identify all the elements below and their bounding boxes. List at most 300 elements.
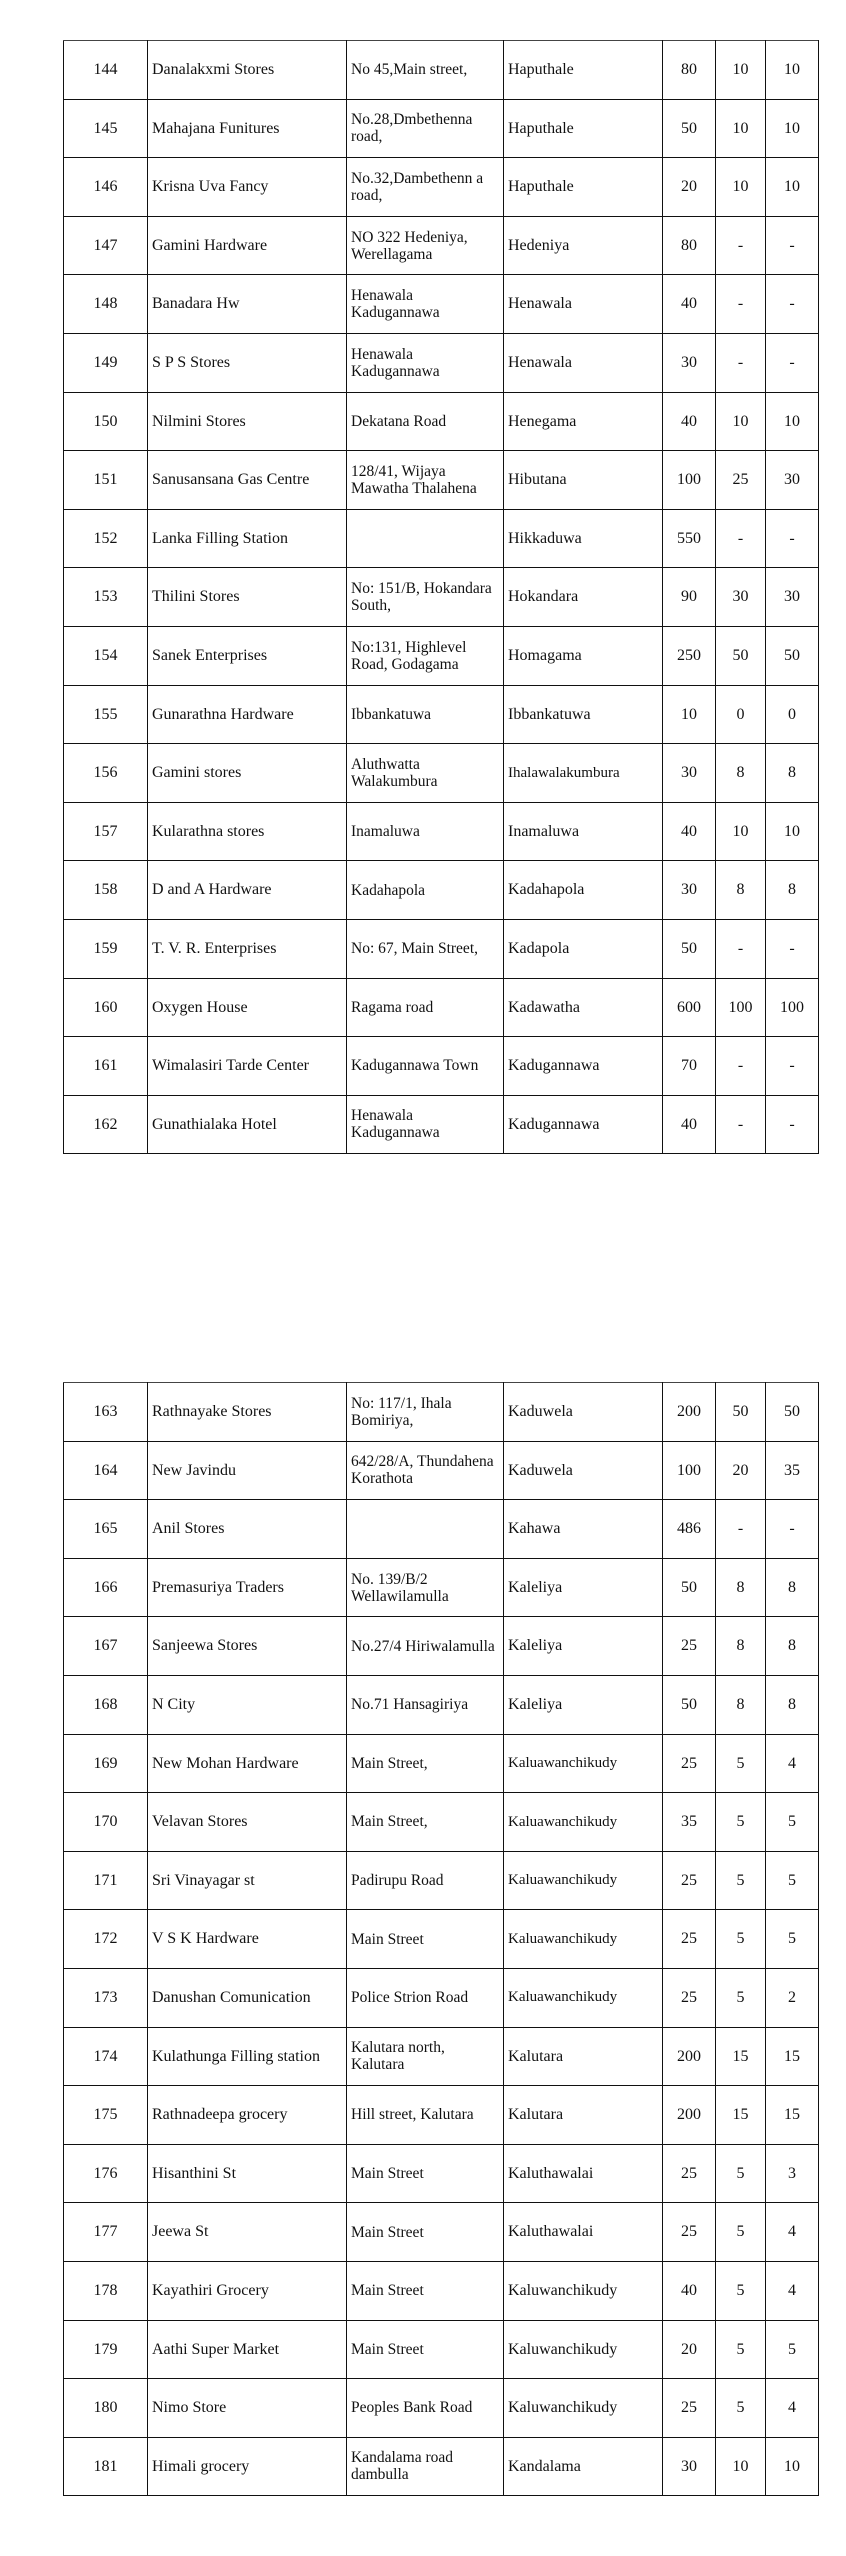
city-cell: Hedeniya bbox=[504, 216, 663, 275]
quantity-2-cell: 50 bbox=[716, 626, 766, 685]
table-row bbox=[64, 1910, 819, 1969]
quantity-2-cell: 10 bbox=[716, 802, 766, 861]
row-number-cell: 157 bbox=[64, 802, 148, 861]
row-number-cell: 171 bbox=[64, 1851, 148, 1910]
table-row bbox=[64, 568, 819, 627]
quantity-1-cell: 30 bbox=[663, 744, 716, 803]
quantity-3-cell: 2 bbox=[766, 1968, 819, 2027]
quantity-2-cell: 8 bbox=[716, 1617, 766, 1676]
quantity-1-cell: 70 bbox=[663, 1037, 716, 1096]
city-cell: Hikkaduwa bbox=[504, 509, 663, 568]
quantity-3-cell: 10 bbox=[766, 41, 819, 100]
row-number-cell: 154 bbox=[64, 626, 148, 685]
address-cell: Aluthwatta Walakumbura bbox=[347, 744, 504, 803]
table-row bbox=[64, 509, 819, 568]
city-cell: Kaluwanchikudy bbox=[504, 2261, 663, 2320]
quantity-3-cell: 10 bbox=[766, 392, 819, 451]
row-number-cell: 179 bbox=[64, 2320, 148, 2379]
row-number-cell: 152 bbox=[64, 509, 148, 568]
table-row bbox=[64, 1851, 819, 1910]
city-cell: Kaluawanchikudy bbox=[504, 1968, 663, 2027]
shop-name-cell: Kayathiri Grocery bbox=[148, 2261, 347, 2320]
shop-name-cell: Gamini stores bbox=[148, 744, 347, 803]
quantity-2-cell: - bbox=[716, 509, 766, 568]
quantity-1-cell: 50 bbox=[663, 919, 716, 978]
quantity-2-cell: - bbox=[716, 275, 766, 334]
city-cell: Kadugannawa bbox=[504, 1037, 663, 1096]
city-cell: Haputhale bbox=[504, 99, 663, 158]
table-row bbox=[64, 978, 819, 1037]
quantity-2-cell: 0 bbox=[716, 685, 766, 744]
quantity-1-cell: 30 bbox=[663, 861, 716, 920]
quantity-3-cell: 8 bbox=[766, 861, 819, 920]
quantity-2-cell: - bbox=[716, 216, 766, 275]
quantity-2-cell: 5 bbox=[716, 2261, 766, 2320]
shop-name-cell: Danalakxmi Stores bbox=[148, 41, 347, 100]
address-cell: No.27/4 Hiriwalamulla bbox=[347, 1617, 504, 1676]
quantity-3-cell: 15 bbox=[766, 2027, 819, 2086]
quantity-2-cell: 5 bbox=[716, 2144, 766, 2203]
shop-name-cell: Rathnayake Stores bbox=[148, 1383, 347, 1442]
quantity-1-cell: 40 bbox=[663, 802, 716, 861]
address-cell: Henawala Kadugannawa bbox=[347, 275, 504, 334]
city-cell: Kaluthawalai bbox=[504, 2203, 663, 2262]
quantity-3-cell: 8 bbox=[766, 744, 819, 803]
quantity-1-cell: 80 bbox=[663, 41, 716, 100]
quantity-3-cell: 100 bbox=[766, 978, 819, 1037]
quantity-3-cell: 30 bbox=[766, 451, 819, 510]
table-row bbox=[64, 2379, 819, 2438]
table-body bbox=[64, 41, 819, 1154]
address-cell: Henawala Kadugannawa bbox=[347, 1095, 504, 1154]
address-cell: Ragama road bbox=[347, 978, 504, 1037]
shop-name-cell: Wimalasiri Tarde Center bbox=[148, 1037, 347, 1096]
shop-name-cell: New Mohan Hardware bbox=[148, 1734, 347, 1793]
quantity-2-cell: - bbox=[716, 333, 766, 392]
address-cell: Main Street bbox=[347, 2144, 504, 2203]
table-row bbox=[64, 685, 819, 744]
shop-name-cell: T. V. R. Enterprises bbox=[148, 919, 347, 978]
shop-name-cell: Sanusansana Gas Centre bbox=[148, 451, 347, 510]
quantity-1-cell: 486 bbox=[663, 1500, 716, 1559]
city-cell: Kaleliya bbox=[504, 1675, 663, 1734]
quantity-1-cell: 25 bbox=[663, 2144, 716, 2203]
city-cell: Henawala bbox=[504, 333, 663, 392]
city-cell: Inamaluwa bbox=[504, 802, 663, 861]
quantity-2-cell: 5 bbox=[716, 2379, 766, 2438]
shop-name-cell: Thilini Stores bbox=[148, 568, 347, 627]
quantity-2-cell: - bbox=[716, 1500, 766, 1559]
row-number-cell: 162 bbox=[64, 1095, 148, 1154]
shop-name-cell: Gunathialaka Hotel bbox=[148, 1095, 347, 1154]
row-number-cell: 178 bbox=[64, 2261, 148, 2320]
table-row bbox=[64, 1095, 819, 1154]
quantity-2-cell: 15 bbox=[716, 2086, 766, 2145]
address-cell: No 45,Main street, bbox=[347, 41, 504, 100]
dealer-table-page-1 bbox=[63, 40, 819, 1154]
row-number-cell: 165 bbox=[64, 1500, 148, 1559]
city-cell: Kaluwanchikudy bbox=[504, 2379, 663, 2438]
table-row bbox=[64, 333, 819, 392]
address-cell bbox=[347, 509, 504, 568]
quantity-2-cell: 5 bbox=[716, 1851, 766, 1910]
row-number-cell: 149 bbox=[64, 333, 148, 392]
quantity-2-cell: 8 bbox=[716, 861, 766, 920]
quantity-3-cell: 4 bbox=[766, 2261, 819, 2320]
table-row bbox=[64, 1617, 819, 1676]
quantity-1-cell: 40 bbox=[663, 2261, 716, 2320]
quantity-3-cell: 10 bbox=[766, 2437, 819, 2496]
table-row bbox=[64, 41, 819, 100]
row-number-cell: 174 bbox=[64, 2027, 148, 2086]
table-row bbox=[64, 99, 819, 158]
quantity-3-cell: - bbox=[766, 275, 819, 334]
row-number-cell: 168 bbox=[64, 1675, 148, 1734]
shop-name-cell: Lanka Filling Station bbox=[148, 509, 347, 568]
address-cell: Main Street bbox=[347, 2320, 504, 2379]
quantity-1-cell: 30 bbox=[663, 333, 716, 392]
quantity-2-cell: 30 bbox=[716, 568, 766, 627]
row-number-cell: 156 bbox=[64, 744, 148, 803]
quantity-2-cell: 25 bbox=[716, 451, 766, 510]
quantity-1-cell: 25 bbox=[663, 2203, 716, 2262]
quantity-2-cell: 10 bbox=[716, 41, 766, 100]
table-row bbox=[64, 2086, 819, 2145]
row-number-cell: 153 bbox=[64, 568, 148, 627]
quantity-1-cell: 200 bbox=[663, 1383, 716, 1442]
city-cell: Kalutara bbox=[504, 2086, 663, 2145]
shop-name-cell: Banadara Hw bbox=[148, 275, 347, 334]
quantity-3-cell: - bbox=[766, 919, 819, 978]
quantity-3-cell: - bbox=[766, 1500, 819, 1559]
table-row bbox=[64, 1383, 819, 1442]
shop-name-cell: Aathi Super Market bbox=[148, 2320, 347, 2379]
shop-name-cell: Kularathna stores bbox=[148, 802, 347, 861]
table-row bbox=[64, 626, 819, 685]
dealer-table-page-2 bbox=[63, 1382, 819, 2496]
quantity-2-cell: 10 bbox=[716, 2437, 766, 2496]
quantity-3-cell: 35 bbox=[766, 1441, 819, 1500]
quantity-2-cell: 5 bbox=[716, 2320, 766, 2379]
address-cell: NO 322 Hedeniya, Werellagama bbox=[347, 216, 504, 275]
address-cell: Kalutara north, Kalutara bbox=[347, 2027, 504, 2086]
quantity-2-cell: 10 bbox=[716, 99, 766, 158]
quantity-1-cell: 25 bbox=[663, 2379, 716, 2438]
city-cell: Ihalawalakumbura bbox=[504, 744, 663, 803]
city-cell: Kalutara bbox=[504, 2027, 663, 2086]
shop-name-cell: Nilmini Stores bbox=[148, 392, 347, 451]
address-cell: Main Street, bbox=[347, 1734, 504, 1793]
city-cell: Haputhale bbox=[504, 158, 663, 217]
row-number-cell: 163 bbox=[64, 1383, 148, 1442]
city-cell: Kaluwanchikudy bbox=[504, 2320, 663, 2379]
quantity-3-cell: 5 bbox=[766, 1793, 819, 1852]
quantity-3-cell: 10 bbox=[766, 99, 819, 158]
row-number-cell: 173 bbox=[64, 1968, 148, 2027]
quantity-3-cell: - bbox=[766, 216, 819, 275]
row-number-cell: 160 bbox=[64, 978, 148, 1037]
row-number-cell: 144 bbox=[64, 41, 148, 100]
row-number-cell: 169 bbox=[64, 1734, 148, 1793]
address-cell: Kadahapola bbox=[347, 861, 504, 920]
shop-name-cell: Nimo Store bbox=[148, 2379, 347, 2438]
quantity-2-cell: 5 bbox=[716, 1968, 766, 2027]
quantity-2-cell: 50 bbox=[716, 1383, 766, 1442]
quantity-2-cell: 15 bbox=[716, 2027, 766, 2086]
quantity-1-cell: 600 bbox=[663, 978, 716, 1037]
quantity-1-cell: 20 bbox=[663, 158, 716, 217]
quantity-2-cell: 5 bbox=[716, 2203, 766, 2262]
shop-name-cell: New Javindu bbox=[148, 1441, 347, 1500]
address-cell: Police Strion Road bbox=[347, 1968, 504, 2027]
table-row bbox=[64, 802, 819, 861]
quantity-1-cell: 25 bbox=[663, 1734, 716, 1793]
address-cell: Henawala Kadugannawa bbox=[347, 333, 504, 392]
quantity-3-cell: 30 bbox=[766, 568, 819, 627]
city-cell: Henegama bbox=[504, 392, 663, 451]
city-cell: Kaluthawalai bbox=[504, 2144, 663, 2203]
quantity-3-cell: - bbox=[766, 1037, 819, 1096]
row-number-cell: 170 bbox=[64, 1793, 148, 1852]
shop-name-cell: N City bbox=[148, 1675, 347, 1734]
table-row bbox=[64, 2027, 819, 2086]
row-number-cell: 147 bbox=[64, 216, 148, 275]
city-cell: Kaduwela bbox=[504, 1441, 663, 1500]
quantity-1-cell: 90 bbox=[663, 568, 716, 627]
table-body bbox=[64, 1383, 819, 2496]
row-number-cell: 148 bbox=[64, 275, 148, 334]
quantity-3-cell: 3 bbox=[766, 2144, 819, 2203]
row-number-cell: 180 bbox=[64, 2379, 148, 2438]
quantity-3-cell: 5 bbox=[766, 1910, 819, 1969]
quantity-3-cell: 8 bbox=[766, 1675, 819, 1734]
shop-name-cell: Sri Vinayagar st bbox=[148, 1851, 347, 1910]
quantity-1-cell: 50 bbox=[663, 1558, 716, 1617]
shop-name-cell: V S K Hardware bbox=[148, 1910, 347, 1969]
row-number-cell: 177 bbox=[64, 2203, 148, 2262]
quantity-3-cell: 8 bbox=[766, 1558, 819, 1617]
row-number-cell: 151 bbox=[64, 451, 148, 510]
row-number-cell: 146 bbox=[64, 158, 148, 217]
row-number-cell: 164 bbox=[64, 1441, 148, 1500]
quantity-1-cell: 200 bbox=[663, 2027, 716, 2086]
address-cell: Main Street, bbox=[347, 1793, 504, 1852]
table-row bbox=[64, 1037, 819, 1096]
quantity-3-cell: 4 bbox=[766, 2203, 819, 2262]
address-cell: Main Street bbox=[347, 2203, 504, 2262]
quantity-2-cell: 20 bbox=[716, 1441, 766, 1500]
city-cell: Haputhale bbox=[504, 41, 663, 100]
table-row bbox=[64, 744, 819, 803]
address-cell: Kadugannawa Town bbox=[347, 1037, 504, 1096]
city-cell: Kadahapola bbox=[504, 861, 663, 920]
quantity-1-cell: 250 bbox=[663, 626, 716, 685]
quantity-1-cell: 40 bbox=[663, 1095, 716, 1154]
row-number-cell: 145 bbox=[64, 99, 148, 158]
city-cell: Kadawatha bbox=[504, 978, 663, 1037]
table-row bbox=[64, 1500, 819, 1559]
shop-name-cell: Oxygen House bbox=[148, 978, 347, 1037]
city-cell: Kadapola bbox=[504, 919, 663, 978]
shop-name-cell: Anil Stores bbox=[148, 1500, 347, 1559]
address-cell: No: 151/B, Hokandara South, bbox=[347, 568, 504, 627]
table-row bbox=[64, 2144, 819, 2203]
row-number-cell: 167 bbox=[64, 1617, 148, 1676]
address-cell: Dekatana Road bbox=[347, 392, 504, 451]
city-cell: Homagama bbox=[504, 626, 663, 685]
quantity-2-cell: 5 bbox=[716, 1793, 766, 1852]
address-cell: Main Street bbox=[347, 2261, 504, 2320]
city-cell: Kaluawanchikudy bbox=[504, 1734, 663, 1793]
table-row bbox=[64, 275, 819, 334]
row-number-cell: 161 bbox=[64, 1037, 148, 1096]
table-row bbox=[64, 2437, 819, 2496]
quantity-3-cell: 50 bbox=[766, 626, 819, 685]
table-row bbox=[64, 451, 819, 510]
shop-name-cell: Danushan Comunication bbox=[148, 1968, 347, 2027]
address-cell: Ibbankatuwa bbox=[347, 685, 504, 744]
city-cell: Hokandara bbox=[504, 568, 663, 627]
quantity-2-cell: - bbox=[716, 1037, 766, 1096]
shop-name-cell: Himali grocery bbox=[148, 2437, 347, 2496]
quantity-1-cell: 50 bbox=[663, 99, 716, 158]
table-row bbox=[64, 216, 819, 275]
table-row bbox=[64, 1441, 819, 1500]
row-number-cell: 175 bbox=[64, 2086, 148, 2145]
city-cell: Kadugannawa bbox=[504, 1095, 663, 1154]
quantity-3-cell: 4 bbox=[766, 1734, 819, 1793]
row-number-cell: 172 bbox=[64, 1910, 148, 1969]
city-cell: Kaluawanchikudy bbox=[504, 1793, 663, 1852]
quantity-3-cell: - bbox=[766, 333, 819, 392]
address-cell: No. 139/B/2 Wellawilamulla bbox=[347, 1558, 504, 1617]
table-row bbox=[64, 919, 819, 978]
shop-name-cell: Velavan Stores bbox=[148, 1793, 347, 1852]
table-row bbox=[64, 2261, 819, 2320]
city-cell: Kaluawanchikudy bbox=[504, 1910, 663, 1969]
quantity-2-cell: 8 bbox=[716, 1558, 766, 1617]
address-cell: Main Street bbox=[347, 1910, 504, 1969]
address-cell: No.71 Hansagiriya bbox=[347, 1675, 504, 1734]
address-cell: 128/41, Wijaya Mawatha Thalahena bbox=[347, 451, 504, 510]
quantity-2-cell: - bbox=[716, 1095, 766, 1154]
row-number-cell: 181 bbox=[64, 2437, 148, 2496]
quantity-1-cell: 35 bbox=[663, 1793, 716, 1852]
quantity-1-cell: 50 bbox=[663, 1675, 716, 1734]
row-number-cell: 155 bbox=[64, 685, 148, 744]
table-row bbox=[64, 1734, 819, 1793]
quantity-3-cell: 4 bbox=[766, 2379, 819, 2438]
quantity-2-cell: 8 bbox=[716, 1675, 766, 1734]
quantity-3-cell: 50 bbox=[766, 1383, 819, 1442]
city-cell: Kahawa bbox=[504, 1500, 663, 1559]
quantity-1-cell: 25 bbox=[663, 1910, 716, 1969]
shop-name-cell: Sanjeewa Stores bbox=[148, 1617, 347, 1676]
table-row bbox=[64, 1558, 819, 1617]
shop-name-cell: S P S Stores bbox=[148, 333, 347, 392]
quantity-1-cell: 25 bbox=[663, 1617, 716, 1676]
address-cell: No.32,Dambethenn a road, bbox=[347, 158, 504, 217]
quantity-3-cell: 5 bbox=[766, 2320, 819, 2379]
quantity-3-cell: 0 bbox=[766, 685, 819, 744]
table-row bbox=[64, 1675, 819, 1734]
city-cell: Henawala bbox=[504, 275, 663, 334]
address-cell: 642/28/A, Thundahena Korathota bbox=[347, 1441, 504, 1500]
shop-name-cell: Mahajana Funitures bbox=[148, 99, 347, 158]
quantity-1-cell: 40 bbox=[663, 392, 716, 451]
row-number-cell: 176 bbox=[64, 2144, 148, 2203]
row-number-cell: 159 bbox=[64, 919, 148, 978]
quantity-1-cell: 100 bbox=[663, 1441, 716, 1500]
quantity-1-cell: 10 bbox=[663, 685, 716, 744]
quantity-3-cell: - bbox=[766, 1095, 819, 1154]
city-cell: Ibbankatuwa bbox=[504, 685, 663, 744]
shop-name-cell: Kulathunga Filling station bbox=[148, 2027, 347, 2086]
address-cell: No:131, Highlevel Road, Godagama bbox=[347, 626, 504, 685]
quantity-3-cell: 10 bbox=[766, 158, 819, 217]
quantity-2-cell: 5 bbox=[716, 1734, 766, 1793]
address-cell: Kandalama road dambulla bbox=[347, 2437, 504, 2496]
address-cell bbox=[347, 1500, 504, 1559]
table-row bbox=[64, 861, 819, 920]
quantity-3-cell: 5 bbox=[766, 1851, 819, 1910]
row-number-cell: 150 bbox=[64, 392, 148, 451]
city-cell: Kandalama bbox=[504, 2437, 663, 2496]
table-row bbox=[64, 1968, 819, 2027]
quantity-1-cell: 25 bbox=[663, 1851, 716, 1910]
quantity-1-cell: 550 bbox=[663, 509, 716, 568]
address-cell: Peoples Bank Road bbox=[347, 2379, 504, 2438]
address-cell: Inamaluwa bbox=[347, 802, 504, 861]
quantity-3-cell: - bbox=[766, 509, 819, 568]
quantity-3-cell: 10 bbox=[766, 802, 819, 861]
quantity-2-cell: 10 bbox=[716, 392, 766, 451]
city-cell: Kaduwela bbox=[504, 1383, 663, 1442]
row-number-cell: 166 bbox=[64, 1558, 148, 1617]
shop-name-cell: Krisna Uva Fancy bbox=[148, 158, 347, 217]
table-row bbox=[64, 158, 819, 217]
quantity-2-cell: 8 bbox=[716, 744, 766, 803]
shop-name-cell: Jeewa St bbox=[148, 2203, 347, 2262]
shop-name-cell: Gunarathna Hardware bbox=[148, 685, 347, 744]
quantity-1-cell: 200 bbox=[663, 2086, 716, 2145]
city-cell: Kaleliya bbox=[504, 1617, 663, 1676]
quantity-2-cell: 10 bbox=[716, 158, 766, 217]
shop-name-cell: Sanek Enterprises bbox=[148, 626, 347, 685]
quantity-1-cell: 40 bbox=[663, 275, 716, 334]
quantity-1-cell: 30 bbox=[663, 2437, 716, 2496]
shop-name-cell: D and A Hardware bbox=[148, 861, 347, 920]
quantity-1-cell: 100 bbox=[663, 451, 716, 510]
row-number-cell: 158 bbox=[64, 861, 148, 920]
table-row bbox=[64, 392, 819, 451]
table-row bbox=[64, 2203, 819, 2262]
city-cell: Kaluawanchikudy bbox=[504, 1851, 663, 1910]
address-cell: No.28,Dmbethenna road, bbox=[347, 99, 504, 158]
address-cell: Padirupu Road bbox=[347, 1851, 504, 1910]
quantity-1-cell: 25 bbox=[663, 1968, 716, 2027]
shop-name-cell: Hisanthini St bbox=[148, 2144, 347, 2203]
shop-name-cell: Gamini Hardware bbox=[148, 216, 347, 275]
quantity-1-cell: 80 bbox=[663, 216, 716, 275]
quantity-2-cell: - bbox=[716, 919, 766, 978]
city-cell: Hibutana bbox=[504, 451, 663, 510]
quantity-2-cell: 5 bbox=[716, 1910, 766, 1969]
quantity-2-cell: 100 bbox=[716, 978, 766, 1037]
quantity-3-cell: 8 bbox=[766, 1617, 819, 1676]
address-cell: No: 117/1, Ihala Bomiriya, bbox=[347, 1383, 504, 1442]
table-row bbox=[64, 1793, 819, 1852]
